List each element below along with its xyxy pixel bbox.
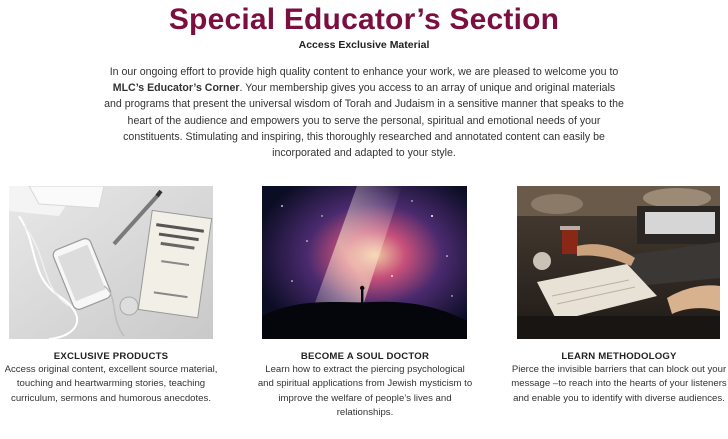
intro-paragraph — [104, 64, 624, 161]
page-subtitle: Access Exclusive Material — [298, 39, 430, 51]
exclusive-products-text: Access original content, excellent source material, touching and heartwarming stories, teaching curriculum, sermons and humorous anecdotes. — [4, 364, 218, 404]
exclusive-products-title: EXCLUSIVE PRODUCTS — [53, 351, 169, 362]
learn-methodology-text: Pierce the invisible barriers that can block out your message –to reach into the hearts of your listeners and enable you to identify with diverse audiences. — [511, 364, 727, 404]
page-title: Special Educator’s Section — [168, 3, 560, 36]
intro-text-end: . Your membership gives you access to an array of unique and original materials and programs that present the universal wisdom of Torah and Judaism in a sensitive manner that speaks to the heart of the audience and empowers you to serve the personal, spiritual and emotional needs of your constituents. Stimulating and inspiring, this thoroughly researched and annotated content can easily be incorporated and adapted to your style. — [104, 82, 624, 160]
soul-doctor-title: BECOME A SOUL DOCTOR — [300, 351, 430, 362]
methodology-image — [517, 186, 720, 339]
soul-doctor-image — [262, 186, 467, 339]
learn-methodology-title: LEARN METHODOLOGY — [561, 351, 677, 362]
soul-doctor-text: Learn how to extract the piercing psychological and spiritual applications from Jewish mysticism to improve the welfare of people’s lives and relationships. — [257, 364, 473, 419]
intro-text-start: In our ongoing effort to provide high quality content to enhance your work, we are pleased to welcome you to — [109, 66, 619, 78]
brand-name: MLC’s Educator’s Corner — [112, 82, 240, 95]
exclusive-products-image — [9, 186, 213, 339]
